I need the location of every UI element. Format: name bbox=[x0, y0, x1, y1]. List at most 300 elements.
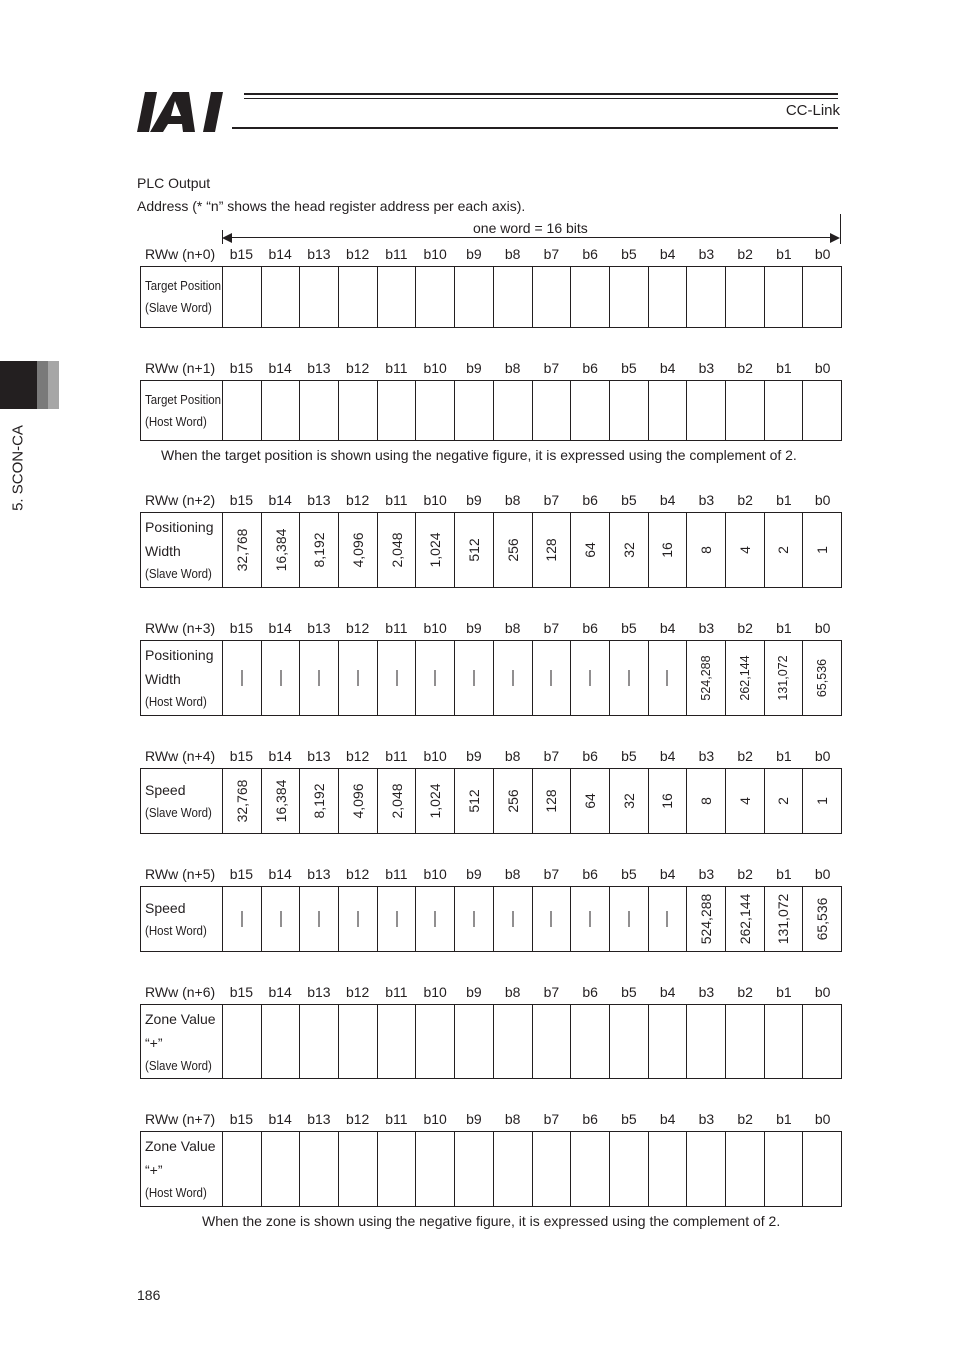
bit-cell bbox=[455, 769, 494, 833]
bit-cell bbox=[300, 887, 339, 951]
bit-cell bbox=[649, 513, 688, 587]
register-table bbox=[140, 864, 842, 952]
bit-cell bbox=[649, 1132, 688, 1206]
bit-label: b2 bbox=[737, 1111, 753, 1127]
bit-cell bbox=[649, 381, 688, 440]
register-table bbox=[140, 618, 842, 716]
bit-cell bbox=[494, 267, 533, 327]
bit-cell bbox=[494, 887, 533, 951]
bit-label: b15 bbox=[229, 620, 254, 636]
unused-bit-mark bbox=[590, 911, 591, 927]
bit-label: b13 bbox=[307, 360, 331, 376]
bit-label: b0 bbox=[814, 492, 831, 508]
bit-cell bbox=[765, 381, 804, 440]
bit-cell bbox=[494, 1132, 533, 1206]
bit-cell bbox=[533, 513, 572, 587]
unused-bit-mark bbox=[628, 911, 629, 927]
bit-label: b0 bbox=[814, 1111, 831, 1127]
bit-cell bbox=[803, 887, 841, 951]
unused-bit-mark bbox=[319, 670, 320, 686]
unused-bit-mark bbox=[667, 670, 668, 686]
bit-label: b7 bbox=[543, 748, 560, 764]
register-description-line: (Slave Word) bbox=[145, 301, 212, 315]
bit-label: b7 bbox=[543, 360, 560, 376]
bit-label: b8 bbox=[504, 866, 521, 882]
bit-label: b1 bbox=[776, 492, 792, 508]
bit-cell bbox=[610, 887, 649, 951]
bit-cell bbox=[726, 769, 765, 833]
register-bit-grid bbox=[140, 1131, 842, 1207]
bit-cell bbox=[687, 641, 726, 715]
bit-weight-value: 8,192 bbox=[311, 783, 328, 819]
register-table bbox=[140, 1109, 842, 1207]
bit-label: b0 bbox=[814, 246, 831, 262]
bit-cell bbox=[455, 1132, 494, 1206]
bit-cell bbox=[416, 513, 455, 587]
bit-label: b10 bbox=[423, 748, 447, 764]
register-description bbox=[141, 769, 223, 833]
bit-label: b2 bbox=[737, 492, 753, 508]
bit-cell bbox=[223, 769, 262, 833]
bit-label: b2 bbox=[737, 620, 753, 636]
bit-cell bbox=[765, 267, 804, 327]
register-name: RWw (n+3) bbox=[145, 620, 216, 636]
bit-cell bbox=[687, 1132, 726, 1206]
bit-weight-value: 32 bbox=[620, 793, 637, 809]
bit-cell bbox=[262, 267, 301, 327]
bit-label: b0 bbox=[814, 360, 831, 376]
register-name: RWw (n+1) bbox=[145, 360, 216, 376]
bit-cell bbox=[339, 887, 378, 951]
unused-bit-mark bbox=[512, 670, 513, 686]
bit-label: b15 bbox=[229, 1111, 254, 1127]
bit-weight-value: 524,288 bbox=[699, 655, 714, 701]
bit-cell bbox=[649, 641, 688, 715]
section-title: PLC Output bbox=[137, 175, 211, 191]
bit-cell bbox=[378, 769, 417, 833]
address-note: Address (* “n” shows the head register address per each axis). bbox=[137, 198, 526, 214]
bit-cell bbox=[687, 267, 726, 327]
bit-label: b2 bbox=[737, 748, 753, 764]
register-header bbox=[140, 864, 842, 886]
bit-label: b9 bbox=[466, 360, 482, 376]
bit-label: b5 bbox=[621, 360, 637, 376]
register-description-line: Target Position bbox=[145, 392, 222, 407]
bit-label: b1 bbox=[776, 620, 792, 636]
bit-cell bbox=[416, 887, 455, 951]
register-description bbox=[141, 1132, 223, 1206]
bit-cell bbox=[571, 267, 610, 327]
bit-cell bbox=[300, 267, 339, 327]
bit-label: b12 bbox=[345, 866, 370, 882]
bit-label: b7 bbox=[543, 620, 560, 636]
bit-cell bbox=[803, 641, 841, 715]
bit-label: b13 bbox=[307, 620, 331, 636]
bit-label: b5 bbox=[621, 492, 637, 508]
bit-weight-value: 1,024 bbox=[427, 783, 444, 819]
unused-bit-mark bbox=[357, 670, 358, 686]
bit-label: b3 bbox=[698, 620, 715, 636]
bit-cell bbox=[687, 887, 726, 951]
side-tab-shade bbox=[37, 361, 48, 409]
bit-cell bbox=[687, 381, 726, 440]
bit-label: b12 bbox=[345, 984, 370, 1000]
register-description-line: (Host Word) bbox=[145, 695, 207, 709]
unused-bit-mark bbox=[396, 670, 397, 686]
bit-cell bbox=[378, 267, 417, 327]
bit-cell bbox=[803, 267, 841, 327]
register-bit-grid bbox=[140, 768, 842, 834]
register-bit-grid bbox=[140, 266, 842, 328]
header-rule-bottom bbox=[232, 127, 838, 129]
bit-label: b6 bbox=[582, 246, 598, 262]
bit-label: b11 bbox=[385, 1111, 408, 1127]
register-description-line: Width bbox=[145, 543, 181, 559]
bit-cell bbox=[803, 1005, 841, 1078]
bit-label: b10 bbox=[423, 360, 447, 376]
bit-cell bbox=[533, 1132, 572, 1206]
bit-label: b5 bbox=[621, 984, 637, 1000]
bit-label: b9 bbox=[466, 620, 482, 636]
bit-cell bbox=[416, 641, 455, 715]
bit-label: b12 bbox=[345, 246, 370, 262]
bit-weight-value: 32,768 bbox=[233, 779, 250, 823]
register-description bbox=[141, 381, 223, 440]
register-name: RWw (n+5) bbox=[145, 866, 216, 882]
bit-cell bbox=[262, 1132, 301, 1206]
bit-label: b2 bbox=[737, 984, 753, 1000]
bit-label: b4 bbox=[659, 866, 676, 882]
page-number: 186 bbox=[137, 1287, 161, 1303]
unused-bit-mark bbox=[628, 670, 629, 686]
register-description-line: (Host Word) bbox=[145, 414, 207, 429]
bit-cell bbox=[803, 769, 841, 833]
bit-cell bbox=[339, 1005, 378, 1078]
register-name: RWw (n+7) bbox=[145, 1111, 216, 1127]
bit-cell bbox=[378, 513, 417, 587]
register-bit-grid bbox=[140, 1004, 842, 1079]
unused-bit-mark bbox=[435, 670, 436, 686]
bit-label: b7 bbox=[543, 492, 560, 508]
register-description-line: (Slave Word) bbox=[145, 806, 212, 820]
bit-cell bbox=[339, 381, 378, 440]
bit-cell bbox=[262, 769, 301, 833]
bit-label: b9 bbox=[466, 866, 482, 882]
bit-cell bbox=[262, 1005, 301, 1078]
bit-label: b3 bbox=[698, 492, 715, 508]
unused-bit-mark bbox=[241, 911, 242, 927]
register-description-line: Speed bbox=[145, 900, 186, 916]
bit-label: b1 bbox=[776, 866, 792, 882]
bit-label: b7 bbox=[543, 1111, 560, 1127]
bit-weight-value: 2,048 bbox=[388, 783, 405, 819]
bit-cell bbox=[649, 267, 688, 327]
bit-label: b10 bbox=[423, 620, 447, 636]
bit-cell bbox=[533, 641, 572, 715]
bit-cell bbox=[533, 381, 572, 440]
bit-label: b7 bbox=[543, 866, 560, 882]
bit-cell bbox=[803, 1132, 841, 1206]
bit-cell bbox=[765, 641, 804, 715]
bit-cell bbox=[687, 769, 726, 833]
unused-bit-mark bbox=[319, 911, 320, 927]
bit-label: b9 bbox=[466, 246, 482, 262]
register-name: RWw (n+4) bbox=[145, 748, 216, 764]
register-description-line: Width bbox=[145, 671, 181, 687]
bit-cell bbox=[765, 887, 804, 951]
bit-weight-value: 512 bbox=[465, 789, 482, 813]
register-header bbox=[140, 490, 842, 512]
register-bit-grid bbox=[140, 886, 842, 952]
bit-label: b2 bbox=[737, 246, 753, 262]
bit-cell bbox=[416, 381, 455, 440]
register-description-line: “+” bbox=[145, 1162, 163, 1178]
arrow-left-icon bbox=[222, 232, 232, 244]
bit-weight-value: 256 bbox=[504, 538, 521, 562]
bit-weight-value: 8 bbox=[698, 546, 715, 554]
bit-label: b15 bbox=[229, 492, 254, 508]
bit-weight-value: 64 bbox=[582, 793, 599, 809]
bit-cell bbox=[687, 513, 726, 587]
register-description bbox=[141, 267, 223, 327]
bit-cell bbox=[533, 887, 572, 951]
bit-cell bbox=[300, 381, 339, 440]
bit-cell bbox=[378, 1132, 417, 1206]
bit-label: b14 bbox=[268, 866, 292, 882]
bit-cell bbox=[455, 513, 494, 587]
bit-cell bbox=[223, 381, 262, 440]
register-description-line: (Host Word) bbox=[145, 924, 207, 938]
bit-label: b8 bbox=[504, 984, 521, 1000]
bit-label: b13 bbox=[307, 984, 331, 1000]
bit-label: b15 bbox=[229, 748, 254, 764]
register-header bbox=[140, 1109, 842, 1131]
bit-cell bbox=[687, 1005, 726, 1078]
register-description bbox=[141, 641, 223, 715]
bit-label: b9 bbox=[466, 1111, 482, 1127]
bit-label: b1 bbox=[776, 984, 792, 1000]
unused-bit-mark bbox=[280, 911, 281, 927]
bit-label: b12 bbox=[345, 1111, 370, 1127]
unused-bit-mark bbox=[512, 911, 513, 927]
unused-bit-mark bbox=[280, 670, 281, 686]
bit-cell bbox=[610, 1132, 649, 1206]
bit-label: b12 bbox=[345, 492, 370, 508]
bit-cell bbox=[455, 267, 494, 327]
unused-bit-mark bbox=[590, 670, 591, 686]
unused-bit-mark bbox=[241, 670, 242, 686]
bit-label: b0 bbox=[814, 866, 831, 882]
bit-cell bbox=[339, 267, 378, 327]
bit-label: b12 bbox=[345, 748, 370, 764]
register-description-line: Positioning bbox=[145, 647, 214, 663]
bit-weight-value: 4,096 bbox=[349, 532, 366, 568]
bit-label: b6 bbox=[582, 360, 598, 376]
bit-weight-value: 16 bbox=[659, 793, 676, 809]
bit-label: b6 bbox=[582, 984, 598, 1000]
bit-label: b11 bbox=[385, 246, 408, 262]
register-header bbox=[140, 618, 842, 640]
bit-cell bbox=[571, 513, 610, 587]
bit-label: b13 bbox=[307, 246, 331, 262]
bit-cell bbox=[649, 887, 688, 951]
bit-label: b6 bbox=[582, 620, 598, 636]
word-span-right-tick bbox=[840, 214, 841, 244]
register-header bbox=[140, 358, 842, 380]
bit-label: b4 bbox=[659, 360, 676, 376]
bit-cell bbox=[339, 641, 378, 715]
bit-cell bbox=[300, 769, 339, 833]
bit-label: b5 bbox=[621, 866, 637, 882]
bit-cell bbox=[223, 641, 262, 715]
bit-cell bbox=[223, 513, 262, 587]
header-rule-mid bbox=[244, 98, 838, 99]
header-title: CC-Link bbox=[785, 102, 840, 119]
bit-cell bbox=[649, 1005, 688, 1078]
bit-cell bbox=[262, 641, 301, 715]
register-description-line: Speed bbox=[145, 782, 186, 798]
bit-cell bbox=[455, 1005, 494, 1078]
bit-cell bbox=[223, 1132, 262, 1206]
bit-cell bbox=[416, 1132, 455, 1206]
bit-cell bbox=[339, 1132, 378, 1206]
bit-cell bbox=[765, 1132, 804, 1206]
bit-weight-value: 4 bbox=[736, 797, 753, 805]
bit-label: b10 bbox=[423, 1111, 447, 1127]
bit-cell bbox=[803, 381, 841, 440]
iai-logo bbox=[137, 92, 235, 132]
bit-cell bbox=[455, 381, 494, 440]
unused-bit-mark bbox=[473, 911, 474, 927]
bit-cell bbox=[610, 267, 649, 327]
bit-cell bbox=[223, 267, 262, 327]
register-description-line: Target Position bbox=[145, 279, 222, 293]
zone-note: When the zone is shown using the negative figure, it is expressed using the complement of 2. bbox=[202, 1213, 781, 1229]
bit-label: b3 bbox=[698, 246, 715, 262]
unused-bit-mark bbox=[357, 911, 358, 927]
bit-label: b9 bbox=[466, 748, 482, 764]
bit-cell bbox=[494, 769, 533, 833]
bit-label: b15 bbox=[229, 360, 254, 376]
bit-cell bbox=[571, 641, 610, 715]
bit-label: b0 bbox=[814, 984, 831, 1000]
bit-cell bbox=[339, 769, 378, 833]
bit-label: b14 bbox=[268, 748, 292, 764]
bit-label: b4 bbox=[659, 984, 676, 1000]
bit-weight-value: 32 bbox=[620, 542, 637, 558]
target-position-note: When the target position is shown using the negative figure, it is expressed using the complement of 2. bbox=[161, 447, 797, 463]
register-table bbox=[140, 244, 842, 328]
bit-cell bbox=[726, 1005, 765, 1078]
unused-bit-mark bbox=[435, 911, 436, 927]
unused-bit-mark bbox=[473, 670, 474, 686]
bit-weight-value: 8 bbox=[698, 797, 715, 805]
bit-label: b4 bbox=[659, 492, 676, 508]
bit-label: b15 bbox=[229, 246, 254, 262]
bit-cell bbox=[300, 1132, 339, 1206]
bit-label: b3 bbox=[698, 748, 715, 764]
bit-label: b15 bbox=[229, 984, 254, 1000]
arrow-right-icon bbox=[830, 232, 840, 244]
register-name: RWw (n+2) bbox=[145, 492, 216, 508]
register-description bbox=[141, 513, 223, 587]
bit-weight-value: 8,192 bbox=[311, 532, 328, 568]
bit-cell bbox=[765, 769, 804, 833]
bit-label: b6 bbox=[582, 492, 598, 508]
bit-cell bbox=[455, 887, 494, 951]
bit-label: b8 bbox=[504, 620, 521, 636]
bit-label: b1 bbox=[776, 748, 792, 764]
bit-label: b8 bbox=[504, 360, 521, 376]
bit-weight-value: 2 bbox=[775, 797, 792, 805]
bit-label: b4 bbox=[659, 620, 676, 636]
bit-cell bbox=[726, 641, 765, 715]
bit-label: b7 bbox=[543, 984, 560, 1000]
bit-label: b5 bbox=[621, 246, 637, 262]
bit-cell bbox=[378, 887, 417, 951]
bit-cell bbox=[571, 1132, 610, 1206]
bit-cell bbox=[610, 513, 649, 587]
bit-label: b13 bbox=[307, 492, 331, 508]
register-table bbox=[140, 358, 842, 441]
bit-weight-value: 16 bbox=[659, 542, 676, 558]
bit-label: b12 bbox=[345, 360, 370, 376]
bit-weight-value: 32,768 bbox=[233, 528, 250, 572]
bit-weight-value: 65,536 bbox=[815, 658, 830, 698]
bit-weight-value: 256 bbox=[504, 789, 521, 813]
bit-cell bbox=[378, 1005, 417, 1078]
register-header bbox=[140, 244, 842, 266]
register-table bbox=[140, 982, 842, 1079]
bit-weight-value: 131,072 bbox=[776, 655, 791, 701]
register-name: RWw (n+0) bbox=[145, 246, 216, 262]
bit-cell bbox=[726, 381, 765, 440]
bit-label: b5 bbox=[621, 748, 637, 764]
bit-weight-value: 1,024 bbox=[427, 532, 444, 568]
unused-bit-mark bbox=[396, 911, 397, 927]
bit-cell bbox=[571, 1005, 610, 1078]
bit-cell bbox=[533, 1005, 572, 1078]
bit-label: b2 bbox=[737, 360, 753, 376]
bit-cell bbox=[416, 1005, 455, 1078]
bit-cell bbox=[571, 769, 610, 833]
bit-cell bbox=[571, 381, 610, 440]
register-description bbox=[141, 887, 223, 951]
bit-label: b6 bbox=[582, 866, 598, 882]
register-bit-grid bbox=[140, 640, 842, 716]
bit-label: b12 bbox=[345, 620, 370, 636]
bit-cell bbox=[494, 513, 533, 587]
register-description-line: (Slave Word) bbox=[145, 567, 212, 581]
bit-weight-value: 16,384 bbox=[272, 528, 289, 572]
register-description-line: “+” bbox=[145, 1034, 163, 1051]
bit-cell bbox=[494, 1005, 533, 1078]
bit-label: b14 bbox=[268, 1111, 292, 1127]
register-description-line: Zone Value bbox=[145, 1138, 216, 1154]
bit-label: b8 bbox=[504, 1111, 521, 1127]
bit-label: b11 bbox=[385, 360, 408, 376]
bit-label: b15 bbox=[229, 866, 254, 882]
bit-weight-value: 128 bbox=[543, 538, 560, 562]
bit-label: b9 bbox=[466, 492, 482, 508]
bit-label: b10 bbox=[423, 246, 447, 262]
bit-label: b10 bbox=[423, 492, 447, 508]
side-tab-shade-light bbox=[48, 361, 59, 409]
unused-bit-mark bbox=[667, 911, 668, 927]
bit-weight-value: 4,096 bbox=[349, 783, 366, 819]
bit-label: b0 bbox=[814, 748, 831, 764]
register-name: RWw (n+6) bbox=[145, 984, 216, 1000]
